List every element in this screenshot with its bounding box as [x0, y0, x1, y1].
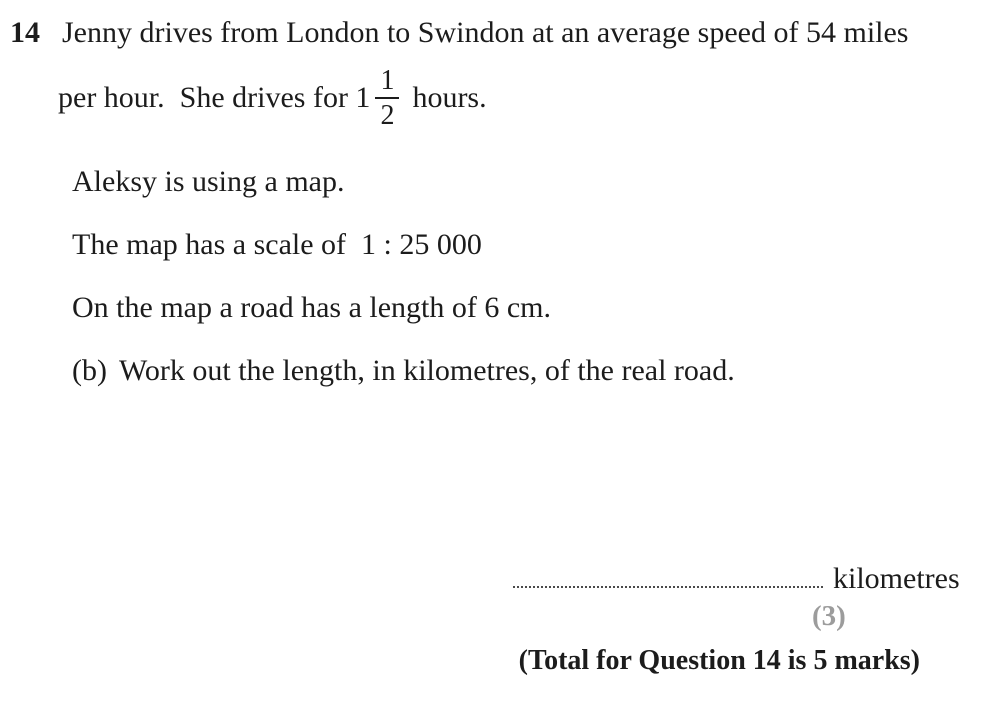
answer-unit-label: kilometres [833, 562, 960, 595]
fraction-denominator: 2 [380, 100, 395, 131]
total-marks-line: (Total for Question 14 is 5 marks) [518, 645, 920, 676]
statement-map-scale: The map has a scale of 1 : 25 000 [72, 228, 482, 261]
answer-area [513, 560, 960, 596]
statement-road-length: On the map a road has a length of 6 cm. [72, 291, 552, 324]
intro-line-2-prefix: per hour. She drives for 1 [58, 81, 371, 114]
part-b-label: (b) [72, 354, 107, 387]
marks-badge: (3) [812, 600, 846, 632]
intro-line-2-suffix: hours. [412, 81, 487, 114]
question-intro-line-1: Jenny drives from London to Swindon at an average speed of 54 miles [62, 16, 909, 49]
part-b-question [72, 354, 735, 388]
question-intro-line-2 [58, 57, 487, 139]
fraction-one-half [375, 64, 399, 132]
statement-aleksy-map: Aleksy is using a map. [72, 165, 345, 198]
answer-dotted-line [513, 560, 823, 588]
fraction-numerator: 1 [380, 65, 395, 96]
part-b-text: Work out the length, in kilometres, of the real road. [118, 354, 735, 387]
question-number: 14 [10, 16, 40, 49]
